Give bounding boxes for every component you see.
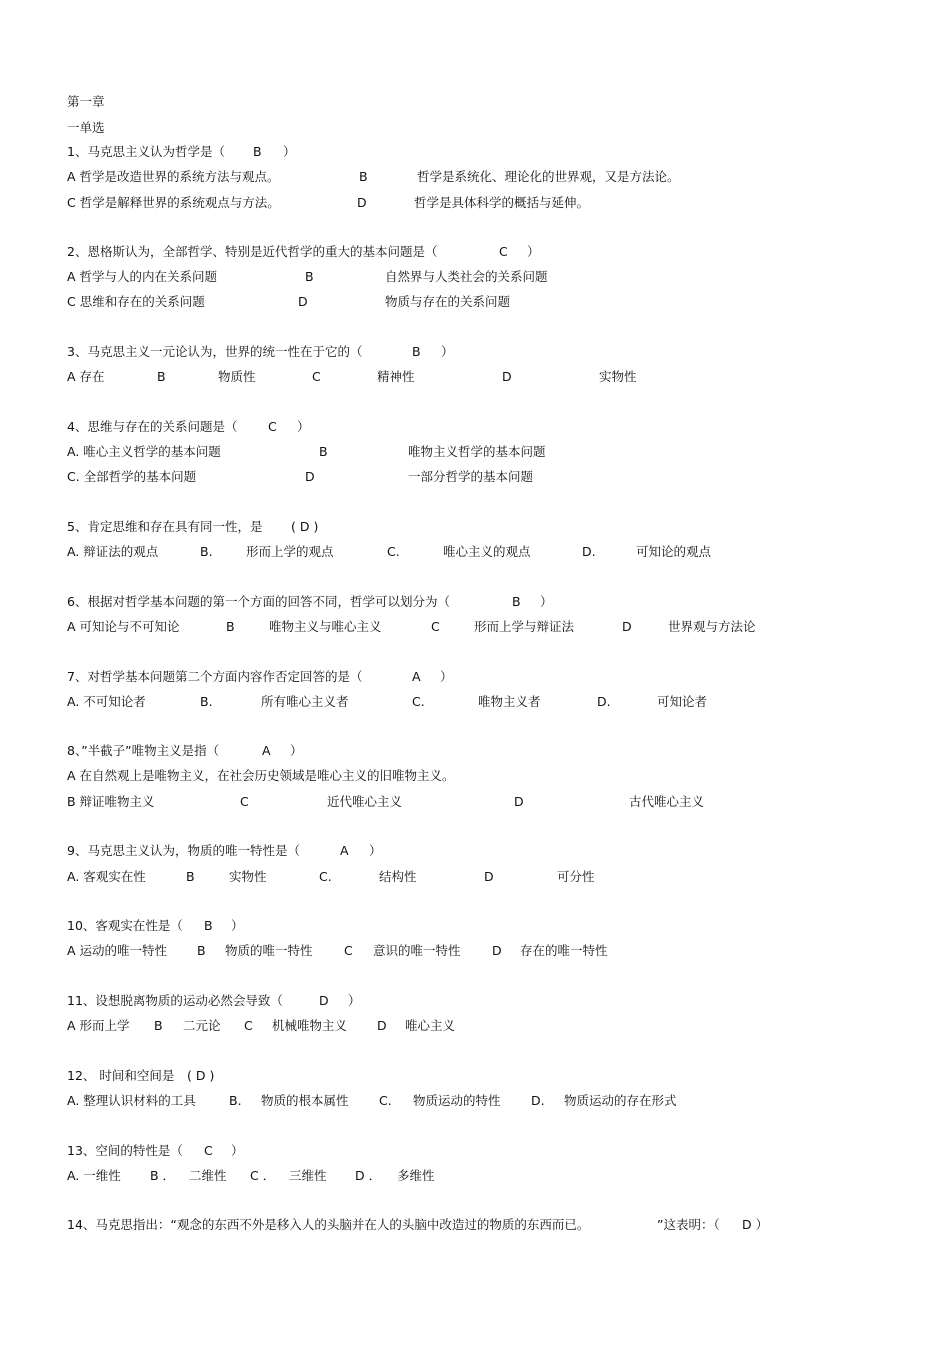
option-row: A. 辩证法的观点 B. 形而上学的观点 C. 唯心主义的观点 D. 可知论的观点 xyxy=(67,544,712,559)
option-row: A. 客观实在性 B 实物性 C. 结构性 D 可分性 xyxy=(67,869,595,884)
question-stem: 1、马克思主义认为哲学是（ B ） xyxy=(67,144,296,159)
question-stem: 14、马克思指出：“观念的东西不外是移入人的头脑并在人的头脑中改造过的物质的东西而已。 ”这表明：（ D ） xyxy=(67,1217,769,1232)
question-stem: 8、”半截子”唯物主义是指（ A ） xyxy=(67,743,303,758)
option-row: A 可知论与不可知论 B 唯物主义与唯心主义 C 形而上学与辩证法 D 世界观与方法论 xyxy=(67,619,756,634)
answer-key: B xyxy=(412,344,421,359)
option-row: B 辩证唯物主义 C 近代唯心主义 D 古代唯心主义 xyxy=(67,794,705,809)
answer-key: ( D ) xyxy=(291,519,319,534)
answer-key: C xyxy=(268,419,277,434)
answer-key: A xyxy=(340,843,349,858)
chapter-heading: 第一章 xyxy=(67,94,105,109)
option-row: C 哲学是解释世界的系统观点与方法。 D 哲学是具体科学的概括与延伸。 xyxy=(67,195,590,210)
question-stem: 5、肯定思维和存在具有同一性，是 ( D ) xyxy=(67,519,319,534)
question-stem: 12、 时间和空间是 ( D ) xyxy=(67,1068,215,1083)
question-stem: 9、马克思主义认为，物质的唯一特性是（ A ） xyxy=(67,843,382,858)
question-stem: 6、根据对哲学基本问题的第一个方面的回答不同，哲学可以划分为（ B ） xyxy=(67,594,553,609)
section-heading: 一单选 xyxy=(67,120,105,135)
option-row: A 哲学是改造世界的系统方法与观点。 B 哲学是系统化、理论化的世界观，又是方法论。 xyxy=(67,169,680,184)
option-row: A. 整理认识材料的工具 B. 物质的根本属性 C. 物质运动的特性 D. 物质运动的存在形式 xyxy=(67,1093,677,1108)
answer-key: ( D ) xyxy=(187,1068,215,1083)
option-row: A 形而上学 B 二元论 C 机械唯物主义 D 唯心主义 xyxy=(67,1018,456,1033)
option-row: A 存在 B 物质性 C 精神性 D 实物性 xyxy=(67,369,637,384)
option-row: A. 一维性 B ． 二维性 C ． 三维性 D ． 多维性 xyxy=(67,1168,435,1183)
answer-key: A xyxy=(262,743,271,758)
question-stem: 7、对哲学基本问题第二个方面内容作否定回答的是（ A ） xyxy=(67,669,453,684)
question-stem: 2、恩格斯认为，全部哲学、特别是近代哲学的重大的基本问题是（ C ） xyxy=(67,244,540,259)
answer-key: A xyxy=(412,669,421,684)
answer-key: C xyxy=(499,244,508,259)
question-stem: 11、设想脱离物质的运动必然会导致（ D ） xyxy=(67,993,361,1008)
option-row: C. 全部哲学的基本问题 D 一部分哲学的基本问题 xyxy=(67,469,534,484)
answer-key: B xyxy=(204,918,213,933)
option-row: A. 不可知论者 B. 所有唯心主义者 C. 唯物主义者 D. 可知论者 xyxy=(67,694,708,709)
option-row: A 哲学与人的内在关系问题 B 自然界与人类社会的关系问题 xyxy=(67,269,548,284)
question-stem: 3、马克思主义一元论认为，世界的统一性在于它的（ B ） xyxy=(67,344,454,359)
answer-key: D ） xyxy=(742,1217,769,1232)
answer-key: C xyxy=(204,1143,213,1158)
answer-key: D xyxy=(319,993,329,1008)
option-row: A 在自然观上是唯物主义，在社会历史领域是唯心主义的旧唯物主义。 xyxy=(67,768,455,783)
option-row: A. 唯心主义哲学的基本问题 B 唯物主义哲学的基本问题 xyxy=(67,444,546,459)
option-row: C 思维和存在的关系问题 D 物质与存在的关系问题 xyxy=(67,294,511,309)
answer-key: B xyxy=(253,144,262,159)
question-stem: 10、客观实在性是（ B ） xyxy=(67,918,244,933)
option-row: A 运动的唯一特性 B 物质的唯一特性 C 意识的唯一特性 D 存在的唯一特性 xyxy=(67,943,608,958)
question-stem: 4、思维与存在的关系问题是（ C ） xyxy=(67,419,310,434)
answer-key: B xyxy=(512,594,521,609)
question-stem: 13、空间的特性是（ C ） xyxy=(67,1143,244,1158)
